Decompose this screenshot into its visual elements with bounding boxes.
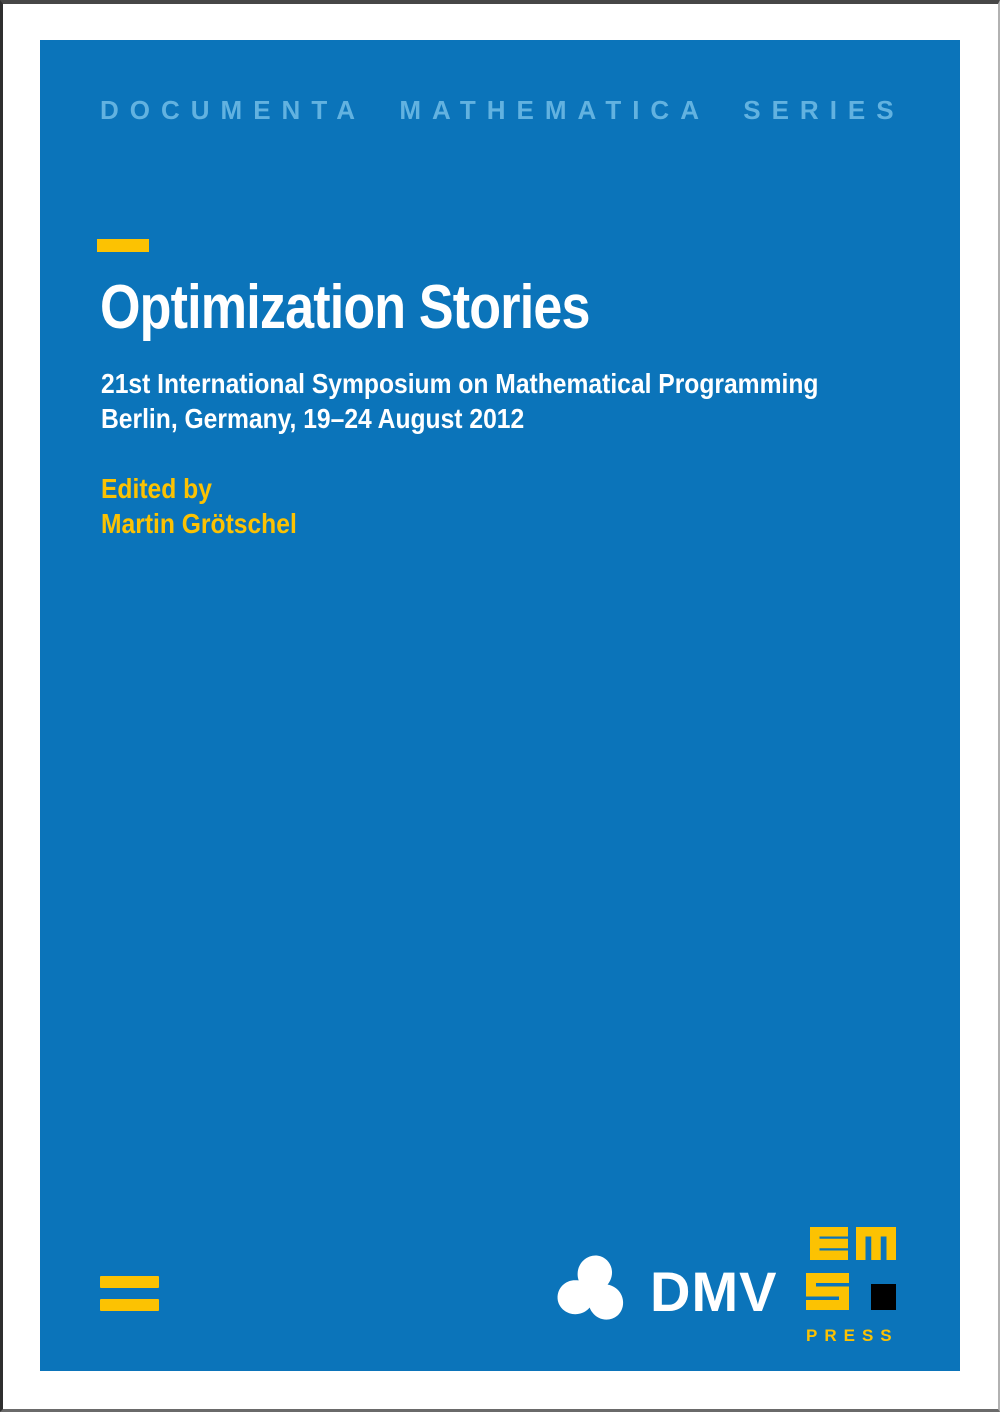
ems-letter-e [810, 1227, 848, 1260]
documenta-equals-icon [100, 1276, 159, 1311]
ems-letter-s [806, 1273, 849, 1310]
series-title: DOCUMENTA MATHEMATICA SERIES [100, 95, 905, 125]
dmv-logo-label: DMV [650, 1260, 778, 1323]
dmv-trefoil-icon [550, 1243, 634, 1337]
equals-bar-top [100, 1276, 159, 1288]
editor-block [101, 471, 297, 541]
dmv-logo [550, 1243, 840, 1339]
ems-monogram-icon [806, 1225, 898, 1312]
ems-press-logo [806, 1225, 916, 1344]
equals-bar-bottom [100, 1299, 159, 1311]
subtitle-line-2: Berlin, Germany, 19–24 August 2012 [101, 403, 525, 434]
ems-letter-m [856, 1227, 896, 1260]
ems-press-label: PRESS [806, 1326, 899, 1345]
cover-panel [40, 40, 960, 1371]
edited-by-label: Edited by [101, 473, 212, 504]
book-title: Optimization Stories [100, 273, 590, 342]
ems-black-square [871, 1284, 896, 1310]
subtitle-block [101, 366, 818, 436]
accent-dash [97, 239, 149, 252]
editor-name: Martin Grötschel [101, 508, 297, 539]
subtitle-line-1: 21st International Symposium on Mathematical Programming [101, 368, 819, 399]
